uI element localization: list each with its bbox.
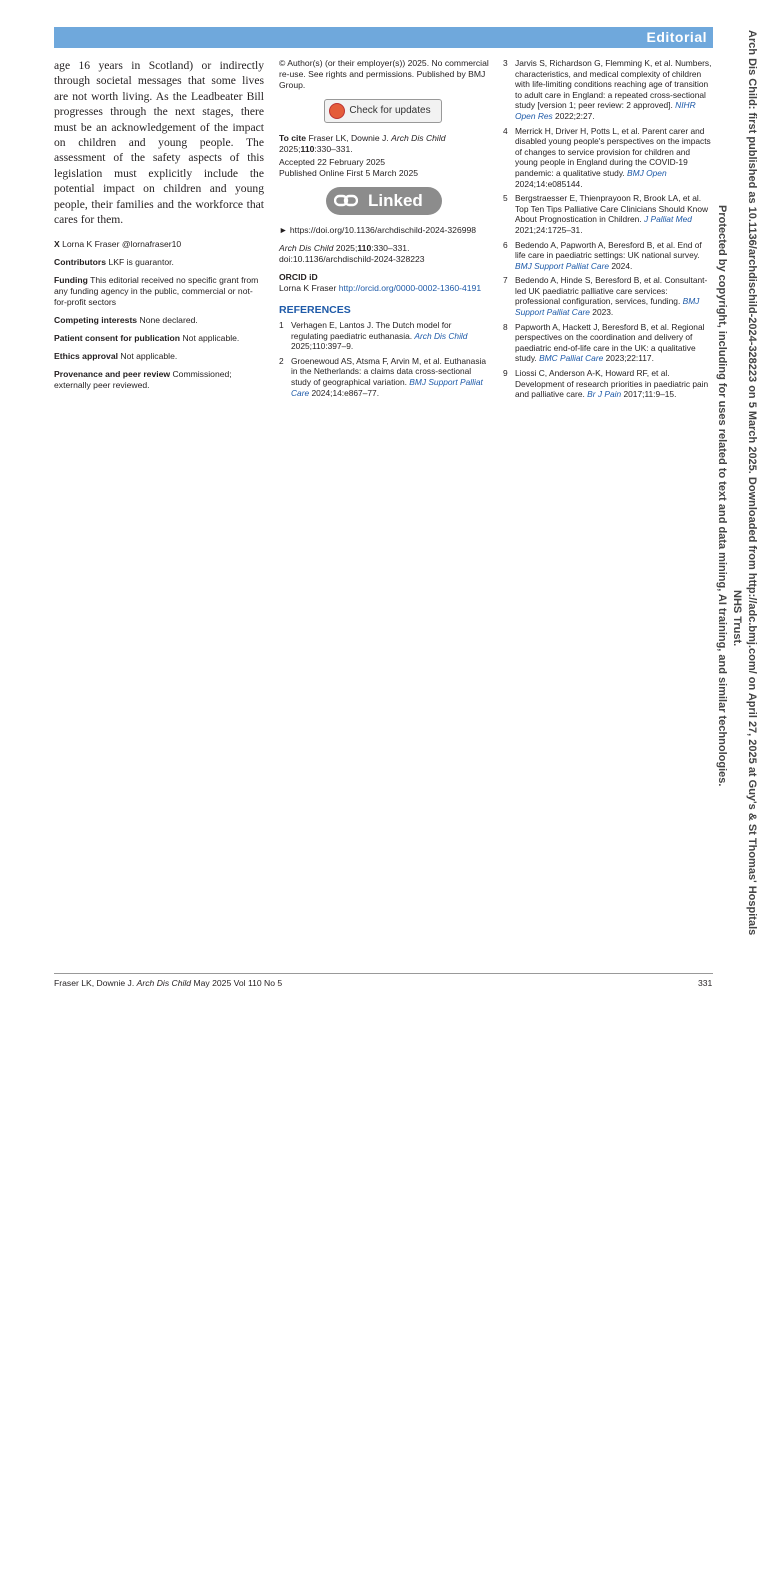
orcid-link[interactable]: http://orcid.org/0000-0002-1360-4191: [338, 283, 482, 293]
check-updates-button[interactable]: Check for updates: [324, 99, 442, 123]
arrow-right-icon: ►: [279, 225, 288, 235]
x-handle: X Lorna K Fraser @lornafraser10: [54, 239, 182, 250]
ethics-approval: Ethics approval Not applicable.: [54, 351, 178, 362]
reference-link[interactable]: BMJ Support Palliat Care: [515, 260, 610, 271]
reference-link[interactable]: Br J Pain: [587, 389, 622, 400]
linked-badge[interactable]: Linked: [326, 187, 442, 215]
reference-list: [503, 58, 713, 400]
reference-item: 3 Jarvis S, Richardson G, Flemming K, et al. Numbers, characteristics, and medical complexity of children with life-limiting conditions reaching age of transition to adult care in England: a repeated cross-sectional study [version 1; peer review: 2 approved]. NIHR Open Res 2022;2:27.: [503, 58, 712, 121]
linked-doi[interactable]: https://doi.org/10.1136/archdischild-2024-326998: [289, 225, 477, 235]
reference-item: 5 Bergstraesser E, Thienprayoon R, Brook LA, et al. Top Ten Tips Palliative Care Clinicians Should Know About Prognostication in Children. J Palliat Med 2021;24:1725–31.: [503, 193, 709, 235]
to-cite: To cite Fraser LK, Downie J. Arch Dis Child 2025;110:330–331.: [279, 133, 446, 154]
copyright-notice: © Author(s) (or their employer(s)) 2025. No commercial re-use. See rights and permissions. Published by BMJ Group.: [279, 58, 489, 90]
dates: Accepted 22 February 2025 Published Online First 5 March 2025: [279, 157, 419, 178]
column-middle: [279, 58, 489, 402]
chain-link-icon: [334, 194, 358, 207]
reference-list: [279, 320, 489, 398]
reference-item: 4 Merrick H, Driver H, Potts L, et al. Parent carer and disabled young people's perspectives on the impacts of changes to service provision for children and young people in England during the COVID-19 pandemic: a qualitative study. BMJ Open 2024;14:e085144.: [503, 125, 711, 189]
copyright-notice-side: Protected by copyright, including for uses related to text and data mining, AI training, and similar technologies.: [716, 205, 728, 787]
page-number: 331: [698, 978, 713, 988]
reference-item: 8 Papworth A, Hackett J, Beresford B, et al. Regional perspectives on the coordination and delivery of paediatric end-of-life care in the UK: a qualitative study. BMC Palliat Care 2023;22:117.: [503, 321, 705, 364]
patient-consent: Patient consent for publication Not applicable.: [54, 333, 240, 344]
reference-item: 2 Groenewoud AS, Atsma F, Arvin M, et al. Euthanasia in the Netherlands: a claims data cross-sectional study of geographical variation. BMJ Support Palliat Care 2024;14:e867–77.: [279, 355, 487, 398]
reference-link[interactable]: BMJ Open: [627, 167, 667, 178]
reference-link[interactable]: BMC Palliat Care: [539, 353, 604, 364]
crossmark-icon: [329, 103, 345, 119]
provenance: Provenance and peer review Commissioned; externally peer reviewed.: [54, 369, 232, 391]
linked-article: [279, 225, 489, 236]
download-notice: Arch Dis Child: first published as 10.1136/archdischild-2024-328223 on 5 March 2025. Downloaded from http://adc.bmj.com/ on April 27, 2025 at Guy's & St Thomas' Hospitals: [746, 30, 758, 936]
reference-item: 9 Liossi C, Anderson A-K, Howard RF, et al. Development of research priorities in paediatric pain and palliative care. Br J Pain 2017;11:9–15.: [503, 368, 709, 400]
reference-link[interactable]: BMJ Support Palliat Care: [291, 376, 483, 398]
download-notice-trust: NHS Trust.: [731, 590, 743, 647]
orcid: ORCID iD Lorna K Fraser http://orcid.org/0000-0002-1360-4191: [279, 272, 482, 293]
reference-link[interactable]: Arch Dis Child: [414, 330, 468, 341]
reference-link[interactable]: BMJ Support Palliat Care: [515, 296, 700, 318]
reference-link[interactable]: J Palliat Med: [643, 214, 692, 225]
column-left: [54, 58, 264, 398]
section-label: Editorial: [646, 29, 707, 45]
column-right: [503, 58, 713, 404]
citation: Arch Dis Child 2025;110:330–331. doi:10.1136/archdischild-2024-328223: [279, 243, 425, 264]
competing-interests: Competing interests None declared.: [54, 315, 198, 326]
body-paragraph: age 16 years in Scotland) or indirectly through societal messages that some lives are not worth living. As the Leadbeater Bill progresses through the next stages, there must be an acknowledgement of the impact on children and young people. The assessment of the safety aspects of this legislation must explicitly include the potential impact on children and young people, their families and the workforce that cares for them.: [54, 59, 264, 227]
footer-citation: Fraser LK, Downie J. Arch Dis Child May 2025 Vol 110 No 5: [54, 978, 283, 988]
references-heading: REFERENCES: [279, 304, 351, 316]
section-banner: [54, 27, 713, 48]
funding: Funding This editorial received no specific grant from any funding agency in the public, commercial or not-for-profit sectors: [54, 275, 259, 308]
reference-link[interactable]: NIHR Open Res: [515, 100, 696, 121]
reference-item: 6 Bedendo A, Papworth A, Beresford B, et al. End of life care in paediatric settings: UK national survey. BMJ Support Palliat Care 2024.: [503, 239, 702, 271]
reference-item: 7 Bedendo A, Hinde S, Beresford B, et al. Consultant-led UK paediatric palliative care services: professional configuration, services, funding. BMJ Support Palliat Care 2023.: [503, 275, 708, 318]
reference-item: 1 Verhagen E, Lantos J. The Dutch model for regulating paediatric euthanasia. Arch Dis Child 2025;110:397–9.: [279, 320, 468, 352]
footer-divider: [54, 973, 713, 974]
contributors: Contributors LKF is guarantor.: [54, 257, 174, 268]
